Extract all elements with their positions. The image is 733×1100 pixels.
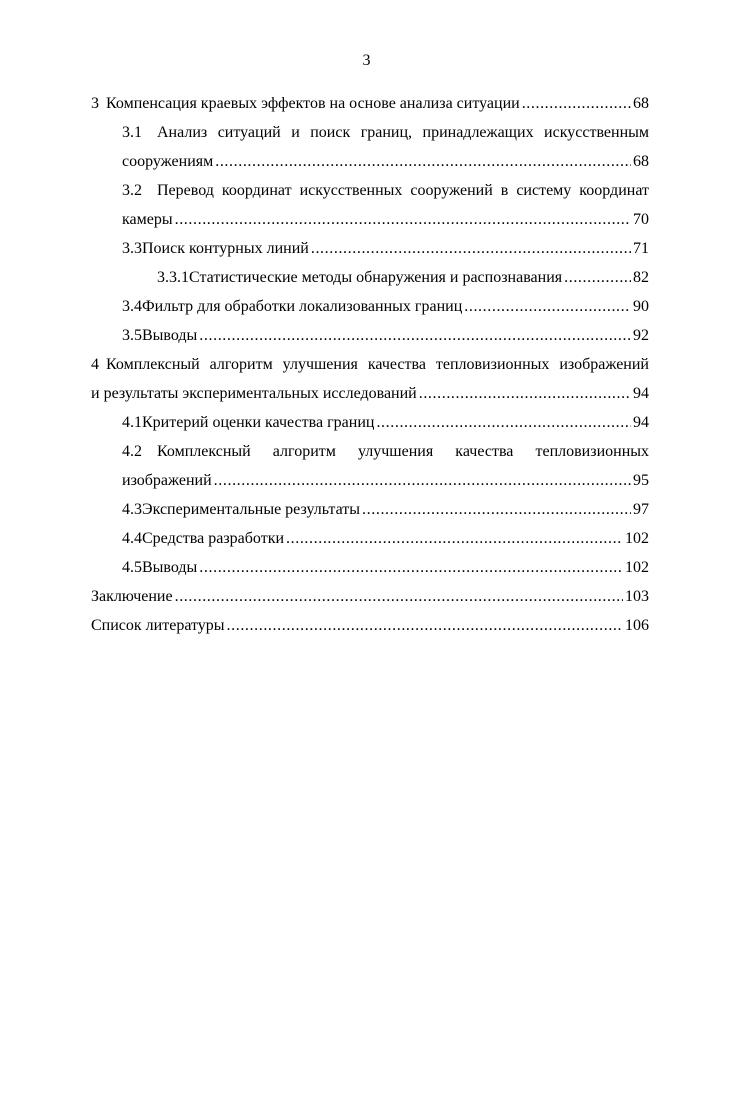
toc-entry-number: 4.3 <box>122 501 142 518</box>
toc-entry-section-3-1[interactable] <box>91 113 649 142</box>
toc-entry-page: 71 <box>633 240 649 257</box>
toc-entry-conclusion[interactable] <box>91 577 649 606</box>
toc-leader-dots <box>311 240 631 258</box>
toc-entry-title: Критерий оценки качества границ <box>142 414 375 431</box>
toc-entry-number: 3.4 <box>122 298 142 315</box>
toc-entry-number: 4.1 <box>122 414 142 431</box>
toc-leader-dots <box>522 95 631 113</box>
toc-entry-page: 68 <box>633 95 649 112</box>
toc-entry-title-line2: сооружениям <box>122 153 214 170</box>
toc-entry-title-line2: и результаты экспериментальных исследований <box>91 385 417 402</box>
toc-entry-title: Средства разработки <box>142 530 285 547</box>
toc-entry-number: 3.2 <box>122 182 142 199</box>
toc-leader-dots <box>564 269 631 287</box>
toc-entry-page: 102 <box>625 530 649 547</box>
toc-entry-section-3-2-cont[interactable] <box>91 200 649 229</box>
toc-entry-number: 3.1 <box>122 124 142 141</box>
toc-entry-page: 92 <box>633 327 649 344</box>
toc-leader-dots <box>464 298 631 316</box>
page-number: 3 <box>362 52 371 69</box>
toc-entry-page: 95 <box>633 472 649 489</box>
toc-entry-number: 3 <box>91 95 99 112</box>
toc-entry-title: Заключение <box>91 588 173 605</box>
toc-entry-section-3-5[interactable] <box>91 316 649 345</box>
toc-entry-title-line2: камеры <box>122 211 173 228</box>
toc-entry-section-3-3[interactable] <box>91 229 649 258</box>
toc-entry-section-4-2[interactable] <box>91 432 649 461</box>
toc-entry-title: Компенсация краевых эффектов на основе анализа ситуации <box>106 95 520 112</box>
toc-entry-page: 70 <box>633 211 649 228</box>
toc-entry-title-line2: изображений <box>122 472 212 489</box>
toc-entry-page: 103 <box>625 588 649 605</box>
toc-entry-page: 94 <box>633 385 649 402</box>
toc-leader-dots <box>175 211 631 229</box>
toc-entry-section-3-1-cont[interactable] <box>91 142 649 171</box>
toc-entry-section-3-4[interactable] <box>91 287 649 316</box>
toc-leader-dots <box>286 530 623 548</box>
toc-entry-page: 68 <box>633 153 649 170</box>
toc-entry-number: 4.5 <box>122 559 142 576</box>
toc-leader-dots <box>199 327 631 345</box>
toc-entry-number: 3.5 <box>122 327 142 344</box>
toc-entry-number: 4 <box>91 356 99 373</box>
toc-entry-title-line1: Комплексный алгоритм улучшения качества тепловизионных <box>157 443 649 460</box>
toc-leader-dots <box>227 617 623 635</box>
toc-entry-title: Выводы <box>142 559 198 576</box>
toc-entry-section-4-5[interactable] <box>91 548 649 577</box>
toc-entry-page: 82 <box>633 269 649 286</box>
toc-entry-chapter-4[interactable] <box>91 345 649 374</box>
toc-entry-title-line1: Комплексный алгоритм улучшения качества тепловизионных изображений <box>106 356 649 373</box>
toc-entry-references[interactable] <box>91 606 649 635</box>
toc-entry-title: Список литературы <box>91 617 225 634</box>
toc-entry-page: 106 <box>625 617 649 634</box>
toc-entry-section-4-4[interactable] <box>91 519 649 548</box>
table-of-contents <box>91 84 649 635</box>
toc-entry-section-4-3[interactable] <box>91 490 649 519</box>
toc-entry-title: Экспериментальные результаты <box>142 501 361 518</box>
toc-entry-chapter-3[interactable] <box>91 84 649 113</box>
toc-leader-dots <box>376 414 631 432</box>
toc-entry-title: Выводы <box>142 327 198 344</box>
toc-entry-chapter-4-cont[interactable] <box>91 374 649 403</box>
toc-entry-page: 90 <box>633 298 649 315</box>
toc-leader-dots <box>419 385 631 403</box>
toc-entry-number: 3.3 <box>122 240 142 257</box>
toc-leader-dots <box>362 501 631 519</box>
toc-entry-section-4-1[interactable] <box>91 403 649 432</box>
toc-entry-title: Поиск контурных линий <box>142 240 309 257</box>
toc-entry-number: 3.3.1 <box>157 269 189 286</box>
toc-entry-number: 4.2 <box>122 443 142 460</box>
toc-entry-page: 94 <box>633 414 649 431</box>
toc-leader-dots <box>215 153 631 171</box>
toc-entry-title-line1: Анализ ситуаций и поиск границ, принадлежащих искусственным <box>157 124 649 141</box>
toc-entry-title-line1: Перевод координат искусственных сооружений в систему координат <box>157 182 649 199</box>
toc-entry-section-3-3-1[interactable] <box>91 258 649 287</box>
toc-entry-page: 97 <box>633 501 649 518</box>
toc-leader-dots <box>199 559 623 577</box>
toc-entry-section-3-2[interactable] <box>91 171 649 200</box>
toc-leader-dots <box>214 472 631 490</box>
toc-entry-page: 102 <box>625 559 649 576</box>
toc-entry-section-4-2-cont[interactable] <box>91 461 649 490</box>
toc-leader-dots <box>175 588 623 606</box>
toc-entry-title: Фильтр для обработки локализованных границ <box>142 298 463 315</box>
toc-entry-title: Статистические методы обнаружения и распознавания <box>189 269 563 286</box>
toc-entry-number: 4.4 <box>122 530 142 547</box>
